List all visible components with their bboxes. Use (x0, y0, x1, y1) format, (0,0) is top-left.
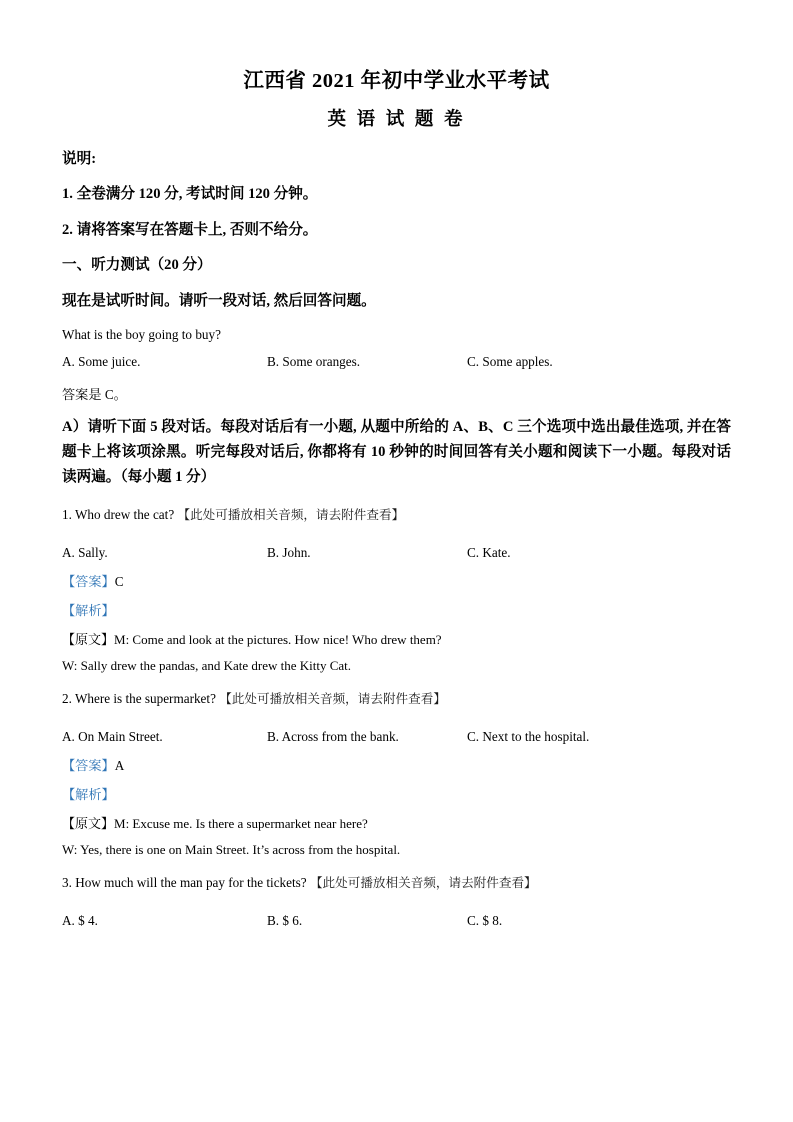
answer-tag: 【答案】 (62, 757, 115, 773)
question-1-number: 1. (62, 506, 72, 522)
answer-tag: 【答案】 (62, 573, 115, 589)
question-1-line (62, 504, 731, 523)
instructions-label: 说明: (62, 150, 97, 167)
option-b[interactable]: B. $ 6. (267, 912, 303, 928)
answer-value: C (114, 573, 124, 589)
question-3-options (62, 913, 731, 929)
question-2-transcript-w: W: Yes, there is one on Main Street. It’s across from the hospital. (62, 841, 401, 857)
option-a[interactable]: A. Sally. (62, 544, 108, 560)
page-subtitle: 英 语 试 题 卷 (327, 109, 466, 130)
question-1-stem: Who drew the cat? (74, 506, 175, 522)
question-1-transcript-w: W: Sally drew the pandas, and Kate drew the Kitty Cat. (62, 657, 352, 673)
option-b[interactable]: B. John. (267, 544, 311, 560)
page-title: 江西省 2021 年初中学业水平考试 (243, 70, 550, 92)
question-1-answer (62, 571, 731, 590)
option-c[interactable]: C. Next to the hospital. (467, 728, 590, 744)
option-b[interactable]: B. Some oranges. (267, 353, 361, 369)
question-2-analysis (62, 784, 731, 803)
transcript-text: M: Excuse me. Is there a supermarket near here? (114, 815, 368, 831)
option-b[interactable]: B. Across from the bank. (267, 728, 399, 744)
option-a[interactable]: A. $ 4. (62, 912, 98, 928)
analysis-tag: 【解析】 (62, 602, 115, 618)
question-1-analysis (62, 600, 731, 619)
sample-answer: 答案是 C。 (62, 386, 127, 402)
option-c[interactable]: C. Some apples. (467, 353, 553, 369)
answer-value: A (114, 757, 125, 773)
transcript-tag: 【原文】 (62, 815, 115, 831)
question-2-stem: Where is the supermarket? (74, 690, 216, 706)
part-a-directions: A）请听下面 5 段对话。每段对话后有一小题, 从题中所给的 A、B、C 三个选项中选出最佳选项, 并在答题卡上将该项涂黑。听完每段对话后, 你都将有 10 秒钟的时间回答有关小题和阅读下一小题。每段对话读两遍。（每小题 1 分） (62, 418, 731, 485)
audio-attachment-note[interactable]: 【此处可播放相关音频，请去附件查看】 (309, 875, 537, 890)
question-2-options (62, 729, 731, 745)
section-1-title: 一、听力测试（20 分） (62, 257, 212, 274)
question-2-transcript-m (62, 813, 731, 832)
analysis-tag: 【解析】 (62, 786, 115, 802)
option-a[interactable]: A. Some juice. (62, 353, 141, 369)
question-3-number: 3. (62, 874, 72, 890)
option-c[interactable]: C. $ 8. (467, 912, 503, 928)
question-1-options (62, 545, 731, 561)
sample-question-options (62, 354, 731, 370)
question-2-number: 2. (62, 690, 72, 706)
question-2-answer (62, 755, 731, 774)
sample-question-stem: What is the boy going to buy? (62, 326, 221, 342)
instruction-item-1: 1. 全卷满分 120 分, 考试时间 120 分钟。 (62, 186, 318, 203)
question-3-line (62, 872, 731, 891)
audio-attachment-note[interactable]: 【此处可播放相关音频，请去附件查看】 (219, 691, 446, 706)
instruction-item-2: 2. 请将答案写在答题卡上, 否则不给分。 (62, 221, 318, 238)
transcript-tag: 【原文】 (62, 631, 115, 647)
transcript-text: M: Come and look at the pictures. How nice! Who drew them? (114, 631, 442, 647)
option-c[interactable]: C. Kate. (467, 544, 511, 560)
audio-attachment-note[interactable]: 【此处可播放相关音频，请去附件查看】 (177, 507, 405, 522)
question-1-transcript-m (62, 629, 731, 648)
section-1-intro: 现在是试听时间。请听一段对话, 然后回答问题。 (62, 292, 376, 309)
question-3-stem: How much will the man pay for the tickets? (75, 874, 307, 890)
question-2-line (62, 688, 731, 707)
option-a[interactable]: A. On Main Street. (62, 728, 163, 744)
